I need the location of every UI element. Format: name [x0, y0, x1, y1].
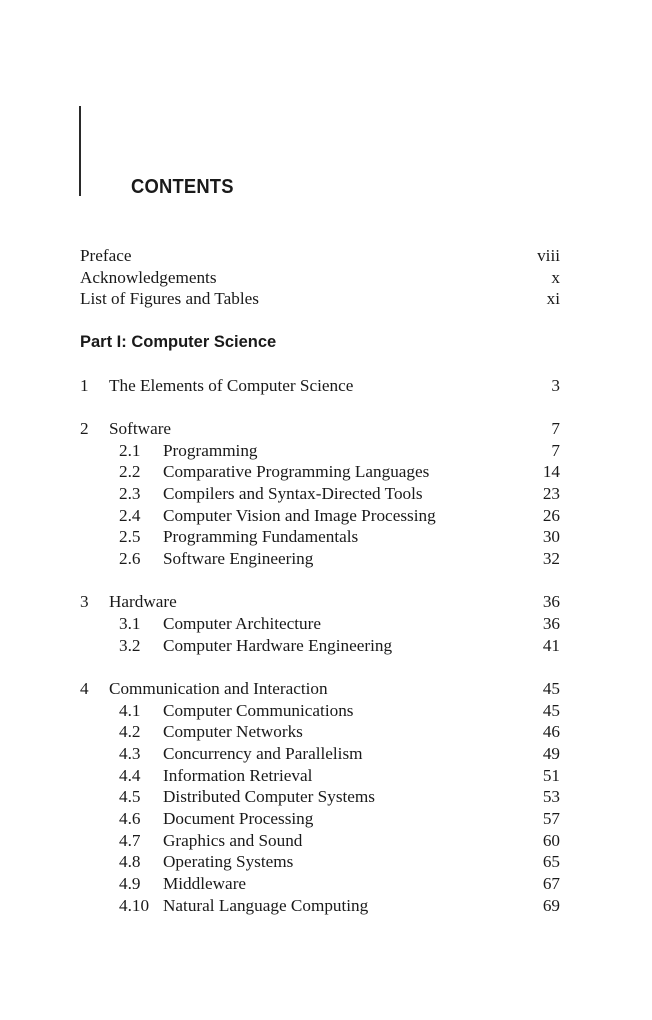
section-number: 3.2 [119, 636, 141, 655]
section-number: 4.3 [119, 744, 141, 763]
section-page: 60 [542, 831, 560, 850]
chapter-title: The Elements of Computer Science [109, 376, 354, 395]
section-title: Computer Communications [163, 701, 354, 720]
section-title: Middleware [163, 874, 247, 893]
section-number: 2.6 [119, 549, 141, 568]
chapter-number: 4 [80, 679, 89, 698]
toc-section-4-2[interactable] [80, 721, 560, 743]
section-page: 14 [542, 462, 560, 481]
toc-section-4-10[interactable] [80, 895, 560, 917]
toc-chapter-4[interactable] [80, 678, 560, 700]
toc-entry-title: Acknowledgements [80, 268, 217, 287]
part-title: Part I: Computer Science [80, 333, 277, 351]
margin-rule [79, 106, 81, 196]
chapter-page: 3 [551, 376, 560, 395]
section-title: Programming [163, 441, 258, 460]
section-page: 49 [542, 744, 560, 763]
toc-section-2-1[interactable] [80, 440, 560, 462]
section-number: 4.4 [119, 766, 141, 785]
toc-section-4-5[interactable] [80, 786, 560, 808]
section-page: 32 [542, 549, 560, 568]
chapter-page: 36 [542, 592, 560, 611]
toc-entry-page: xi [546, 289, 560, 308]
section-page: 51 [542, 766, 560, 785]
section-page: 69 [542, 896, 560, 915]
section-page: 53 [542, 787, 560, 806]
chapter-number: 1 [80, 376, 89, 395]
section-page: 67 [542, 874, 560, 893]
chapter-number: 2 [80, 419, 89, 438]
section-page: 46 [542, 722, 560, 741]
toc-chapter-3[interactable] [80, 591, 560, 613]
section-number: 4.9 [119, 874, 141, 893]
section-page: 26 [542, 506, 560, 525]
section-number: 4.5 [119, 787, 141, 806]
section-page: 65 [542, 852, 560, 871]
section-page: 36 [542, 614, 560, 633]
toc-section-4-9[interactable] [80, 873, 560, 895]
section-title: Computer Hardware Engineering [163, 636, 393, 655]
section-title: Operating Systems [163, 852, 294, 871]
section-title: Computer Networks [163, 722, 303, 741]
section-title: Software Engineering [163, 549, 314, 568]
section-page: 7 [551, 441, 560, 460]
section-number: 4.8 [119, 852, 141, 871]
toc-chapter-2[interactable] [80, 418, 560, 440]
toc-entry-preface[interactable] [80, 245, 560, 267]
section-number: 4.1 [119, 701, 141, 720]
toc-section-3-1[interactable] [80, 613, 560, 635]
section-number: 2.1 [119, 441, 141, 460]
section-number: 3.1 [119, 614, 141, 633]
section-title: Information Retrieval [163, 766, 313, 785]
toc-entry-title: Preface [80, 246, 132, 265]
toc-chapter-1[interactable] [80, 375, 560, 397]
toc-entry-acknowledgements[interactable] [80, 267, 560, 289]
section-number: 4.7 [119, 831, 141, 850]
chapter-page: 7 [551, 419, 560, 438]
section-title: Concurrency and Parallelism [163, 744, 363, 763]
section-title: Document Processing [163, 809, 314, 828]
chapter-page: 45 [542, 679, 560, 698]
section-title: Programming Fundamentals [163, 527, 359, 546]
section-number: 4.2 [119, 722, 141, 741]
section-number: 4.6 [119, 809, 141, 828]
section-title: Computer Architecture [163, 614, 321, 633]
toc-section-2-3[interactable] [80, 483, 560, 505]
toc-section-3-2[interactable] [80, 635, 560, 657]
section-title: Computer Vision and Image Processing [163, 506, 436, 525]
section-number: 2.2 [119, 462, 141, 481]
toc-section-4-3[interactable] [80, 743, 560, 765]
section-title: Natural Language Computing [163, 896, 369, 915]
section-number: 2.5 [119, 527, 141, 546]
section-title: Distributed Computer Systems [163, 787, 375, 806]
chapter-title: Communication and Interaction [109, 679, 328, 698]
toc-section-4-6[interactable] [80, 808, 560, 830]
section-title: Compilers and Syntax-Directed Tools [163, 484, 423, 503]
chapter-number: 3 [80, 592, 89, 611]
section-title: Graphics and Sound [163, 831, 303, 850]
section-number: 2.4 [119, 506, 141, 525]
toc-section-4-8[interactable] [80, 851, 560, 873]
section-page: 57 [542, 809, 560, 828]
toc-entry-list-of-figures[interactable] [80, 288, 560, 310]
section-title: Comparative Programming Languages [163, 462, 430, 481]
toc-section-4-4[interactable] [80, 765, 560, 787]
toc-entry-page: viii [537, 246, 560, 265]
chapter-title: Software [109, 419, 172, 438]
toc-section-4-7[interactable] [80, 830, 560, 852]
section-number: 4.10 [119, 896, 150, 915]
toc-section-4-1[interactable] [80, 700, 560, 722]
section-page: 23 [542, 484, 560, 503]
toc-entry-title: List of Figures and Tables [80, 289, 259, 308]
toc-section-2-6[interactable] [80, 548, 560, 570]
toc-entry-page: x [551, 268, 560, 287]
toc-section-2-2[interactable] [80, 461, 560, 483]
section-number: 2.3 [119, 484, 141, 503]
section-page: 45 [542, 701, 560, 720]
section-page: 41 [542, 636, 560, 655]
toc-section-2-5[interactable] [80, 526, 560, 548]
contents-heading: CONTENTS [131, 176, 234, 198]
section-page: 30 [542, 527, 560, 546]
toc-section-2-4[interactable] [80, 505, 560, 527]
chapter-title: Hardware [109, 592, 177, 611]
